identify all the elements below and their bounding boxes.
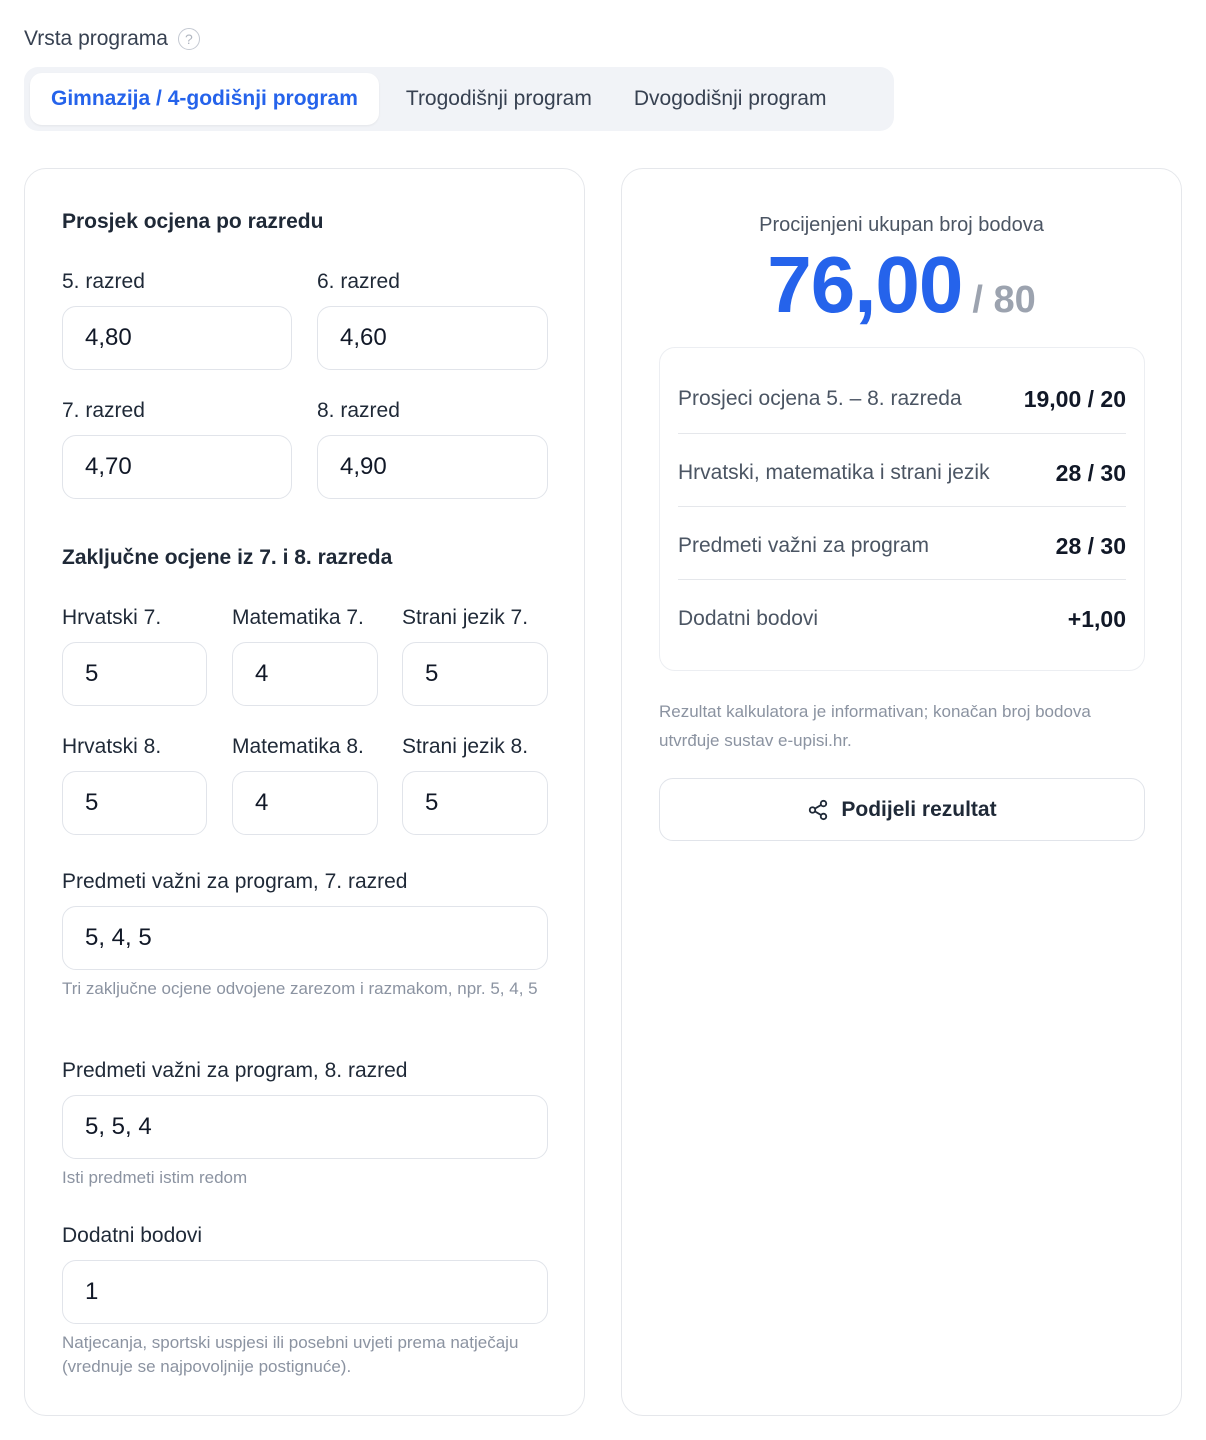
breakdown-label: Hrvatski, matematika i strani jezik xyxy=(678,461,990,484)
hr8-label: Hrvatski 8. xyxy=(62,735,162,758)
extra-points-label: Dodatni bodovi xyxy=(62,1224,203,1247)
result-card xyxy=(621,168,1182,1416)
share-icon xyxy=(807,799,829,821)
grade5-label: 5. razred xyxy=(62,270,145,293)
breakdown-label: Dodatni bodovi xyxy=(678,607,819,630)
score-display xyxy=(622,239,1181,331)
breakdown-value: 28 / 30 xyxy=(1055,532,1126,559)
mat7-label: Matematika 7. xyxy=(232,606,364,629)
help-icon[interactable]: ? xyxy=(178,28,200,50)
sj7-input[interactable]: 5 xyxy=(402,642,548,706)
hr7-input[interactable]: 5 xyxy=(62,642,207,706)
important8-hint: Isti predmeti istim redom xyxy=(62,1168,248,1187)
divider xyxy=(678,433,1126,434)
mat8-label: Matematika 8. xyxy=(232,735,364,758)
tab-gimnazija[interactable]: Gimnazija / 4-godišnji program xyxy=(30,73,379,125)
divider xyxy=(678,506,1126,507)
score-max: / 80 xyxy=(972,279,1036,321)
breakdown-label: Prosjeci ocjena 5. – 8. razreda xyxy=(678,387,962,410)
mat8-input[interactable]: 4 xyxy=(232,771,378,835)
grade8-label: 8. razred xyxy=(317,399,400,422)
averages-title: Prosjek ocjena po razredu xyxy=(62,210,324,233)
breakdown-row xyxy=(678,583,1126,655)
breakdown-row xyxy=(678,363,1126,435)
sj8-input[interactable]: 5 xyxy=(402,771,548,835)
hr8-input[interactable]: 5 xyxy=(62,771,207,835)
important7-input[interactable]: 5, 4, 5 xyxy=(62,906,548,970)
grade8-average-input[interactable]: 4,90 xyxy=(317,435,548,499)
sj7-label: Strani jezik 7. xyxy=(402,606,529,629)
important8-input[interactable]: 5, 5, 4 xyxy=(62,1095,548,1159)
extra-points-hint: Natjecanja, sportski uspjesi ili posebni uvjeti prema natječaju (vrednuje se najpovoljnije postignuće). xyxy=(62,1333,519,1376)
breakdown-label: Predmeti važni za program xyxy=(678,534,929,557)
important7-hint: Tri zaključne ocjene odvojene zarezom i razmakom, npr. 5, 4, 5 xyxy=(62,979,538,998)
grade6-average-input[interactable]: 4,60 xyxy=(317,306,548,370)
hr7-label: Hrvatski 7. xyxy=(62,606,162,629)
grade5-average-input[interactable]: 4,80 xyxy=(62,306,292,370)
important8-label: Predmeti važni za program, 8. razred xyxy=(62,1059,408,1082)
sj8-label: Strani jezik 8. xyxy=(402,735,529,758)
breakdown-row xyxy=(678,510,1126,582)
program-type-label xyxy=(24,27,200,51)
divider xyxy=(678,579,1126,580)
score-breakdown xyxy=(659,347,1145,671)
tab-dvogodisnji[interactable]: Dvogodišnji program xyxy=(633,87,827,110)
breakdown-row xyxy=(678,437,1126,509)
breakdown-value: +1,00 xyxy=(1067,605,1126,632)
grade7-average-input[interactable]: 4,70 xyxy=(62,435,292,499)
total-score: 76,00 xyxy=(767,240,963,329)
share-button-label: Podijeli rezultat xyxy=(841,797,997,821)
final-grades-title: Zaključne ocjene iz 7. i 8. razreda xyxy=(62,546,393,569)
grade6-label: 6. razred xyxy=(317,270,400,293)
share-result-button[interactable] xyxy=(659,778,1145,841)
important7-label: Predmeti važni za program, 7. razred xyxy=(62,870,408,893)
program-type-title: Vrsta programa xyxy=(24,27,168,50)
extra-points-input[interactable]: 1 xyxy=(62,1260,548,1324)
tab-trogodisnji[interactable]: Trogodišnji program xyxy=(405,87,592,110)
score-title: Procijenjeni ukupan broj bodova xyxy=(759,214,1044,236)
disclaimer-text: Rezultat kalkulatora je informativan; konačan broj bodova utvrđuje sustav e-upisi.hr. xyxy=(659,702,1091,750)
mat7-input[interactable]: 4 xyxy=(232,642,378,706)
breakdown-value: 19,00 / 20 xyxy=(1023,385,1126,412)
grades-form-card xyxy=(24,168,585,1416)
breakdown-value: 28 / 30 xyxy=(1055,459,1126,486)
grade7-label: 7. razred xyxy=(62,399,145,422)
program-tabs xyxy=(24,67,894,131)
